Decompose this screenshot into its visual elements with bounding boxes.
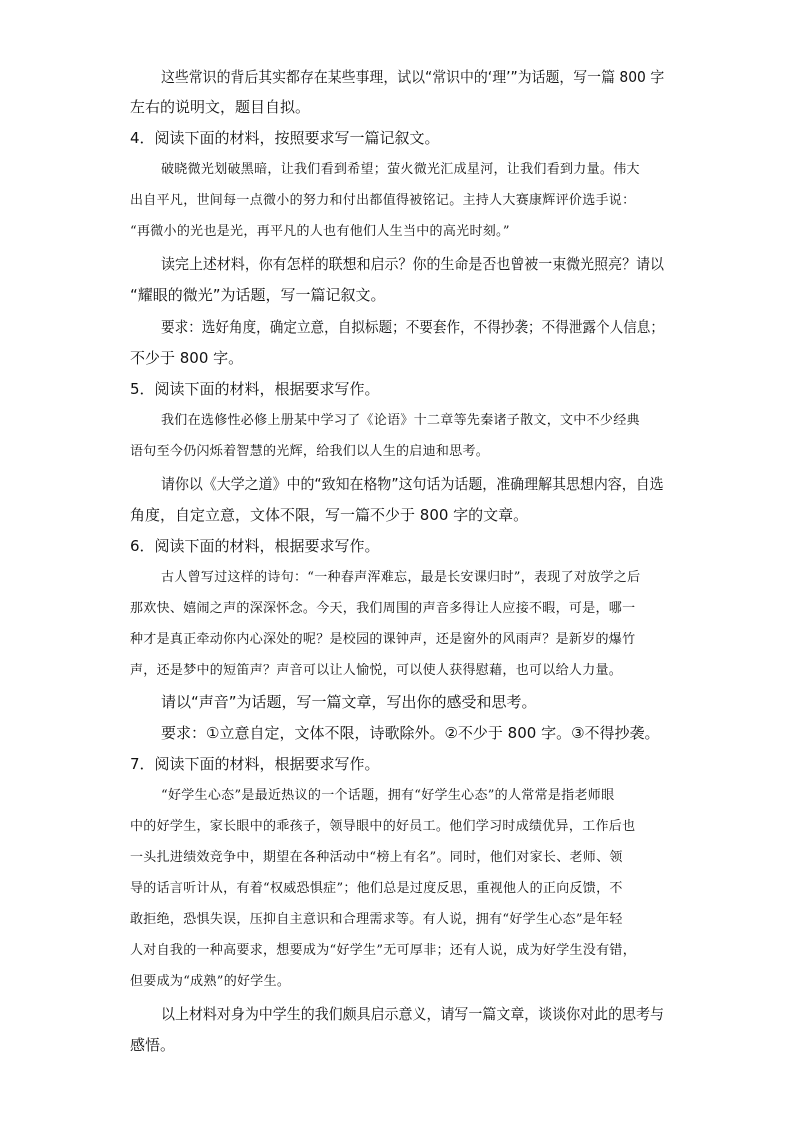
- material-line: 但要成为“成熟”的好学生。: [130, 974, 291, 989]
- material-line: 声，还是梦中的短笛声？声音可以让人愉悦，可以使人获得慰藉，也可以给人力量。: [130, 663, 623, 678]
- material-line: “好学生心态”是最近热议的一个话题，拥有“好学生心态”的人常常是指老师眼: [161, 788, 615, 803]
- material-line: “再微小的光也是光，再平凡的人也有他们人生当中的高光时刻。”: [130, 224, 510, 239]
- text-line: 要求：①立意自定，文体不限，诗歌除外。②不少于 800 字。③不得抄袭。: [161, 724, 660, 742]
- question-heading: 6．阅读下面的材料，根据要求写作。: [130, 537, 380, 555]
- text-line: 请你以《大学之道》中的“致知在格物”这句话为话题，准确理解其思想内容，自选: [161, 475, 664, 493]
- material-line: 导的话言听计从，有着“权威恐惧症”；他们总是过度反思，重视他人的正向反馈，不: [130, 881, 623, 896]
- material-line: 我们在选修性必修上册某中学习了《论语》十二章等先秦诸子散文，文中不少经典: [161, 413, 640, 428]
- question-heading: 7．阅读下面的材料，根据要求写作。: [130, 755, 380, 773]
- material-line: 一头扎进绩效竞争中，期望在各种活动中“榜上有名”。同时，他们对家长、老师、领: [130, 850, 623, 865]
- material-line: 人对自我的一种高要求，想要成为“好学生”无可厚非；还有人说，成为好学生没有错，: [130, 943, 636, 958]
- question-heading: 5．阅读下面的材料，根据要求写作。: [130, 380, 380, 398]
- text-line: “耀眼的微光”为话题，写一篇记叙文。: [130, 286, 386, 304]
- text-line: 以上材料对身为中学生的我们颇具启示意义，请写一篇文章，谈谈你对此的思考与: [161, 1005, 665, 1023]
- material-line: 中的好学生，家长眼中的乖孩子，领导眼中的好员工。他们学习时成绩优异，工作后也: [130, 819, 636, 834]
- text-line: 不少于 800 字。: [130, 349, 244, 367]
- material-line: 种才是真正牵动你内心深处的呢？是校园的课钟声，还是窗外的风雨声？是新岁的爆竹: [130, 632, 636, 647]
- text-line: 读完上述材料，你有怎样的联想和启示？你的生命是否也曾被一束微光照亮？请以: [161, 255, 665, 273]
- material-line: 那欢快、嬉闹之声的深深怀念。今天，我们周围的声音多得让人应接不暇，可是，哪一: [130, 601, 636, 616]
- text-line: 这些常识的背后其实都存在某些事理，试以“常识中的‘理’”为话题，写一篇 800 字: [161, 68, 665, 86]
- text-line: 角度，自定立意，文体不限，写一篇不少于 800 字的文章。: [130, 506, 529, 524]
- material-line: 破晓微光划破黑暗，让我们看到希望；萤火微光汇成星河，让我们看到力量。伟大: [161, 162, 640, 177]
- material-line: 语句至今仍闪烁着智慧的光辉，给我们以人生的启迪和思考。: [130, 444, 490, 459]
- text-line: 要求：选好角度，确定立意，自拟标题；不要套作，不得抄袭；不得泄露个人信息；: [161, 318, 665, 336]
- question-heading: 4．阅读下面的材料，按照要求写一篇记叙文。: [130, 129, 440, 147]
- material-line: 出自平凡，世间每一点微小的努力和付出都值得被铭记。主持人大赛康辉评价选手说：: [130, 193, 636, 208]
- text-line: 感悟。: [130, 1036, 176, 1054]
- text-line: 左右的说明文，题目自拟。: [130, 98, 311, 116]
- material-line: 古人曾写过这样的诗句：“一种春声浑难忘，最是长安课归时”，表现了对放学之后: [161, 570, 641, 585]
- text-line: 请以“声音”为话题，写一篇文章，写出你的感受和思考。: [161, 693, 537, 711]
- material-line: 敢拒绝，恐惧失误，压抑自主意识和合理需求等。有人说，拥有“好学生心态”是年轻: [130, 912, 623, 927]
